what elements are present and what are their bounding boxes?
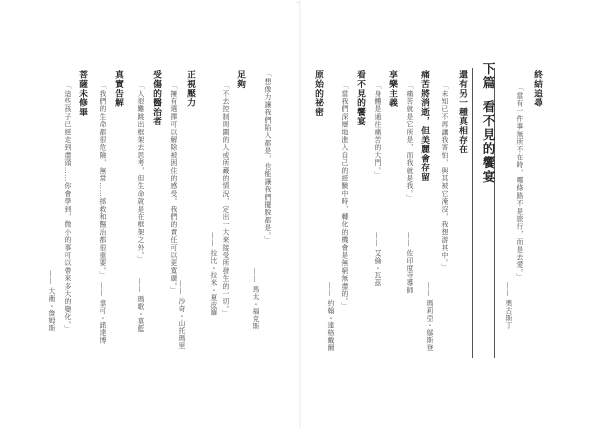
- toc-author: —— 馬太・福克斯: [251, 268, 259, 330]
- toc-heading: 還有另一種真相存在: [457, 70, 467, 154]
- toc-heading: 受傷的醫治者: [151, 70, 161, 126]
- toc-author: —— 沙奇・山托瑪里: [177, 280, 185, 350]
- toc-heading: 菩薩未修畢: [77, 70, 87, 117]
- toc-author: —— 拿可・諾達博: [98, 282, 106, 344]
- page-top-mark: ·: [297, 0, 299, 7]
- toc-quote: 「不去控制周圍的人或所藏的情況，定出一大來接受所發生的一切。」: [221, 82, 229, 318]
- toc-author: —— 佐印度寺導師: [405, 232, 413, 294]
- toc-quote: 「人很難跳出框架去思考，但生命就是在框架之外。」: [136, 82, 144, 264]
- toc-quote: 「我們的生命都很危險，無常……拯救和醫治都很重要。」: [98, 82, 106, 279]
- toc-quote: 「想像力讓我們陷入都是，也能讓我們擺脫都是。」: [263, 70, 271, 244]
- toc-author: —— 奧古斯丁: [504, 282, 512, 330]
- toc-heading: 看不見的饗宴: [355, 70, 365, 126]
- toc-heading: 真實告解: [113, 70, 123, 108]
- toc-quote: 「身體是通往痛苦的大門。」: [373, 82, 381, 179]
- toc-author: —— 艾倫・瓦茲: [373, 232, 381, 287]
- part-label: 下篇: [481, 62, 496, 90]
- toc-heading: 原始的祕密: [313, 70, 323, 117]
- toc-author: —— 瑪莉亞・鄔斯登: [425, 282, 433, 352]
- toc-heading: 享樂主義: [387, 70, 397, 108]
- part-title: 看不見的饗宴: [481, 100, 496, 184]
- section-divider-line: [472, 68, 473, 358]
- toc-heading: 終結追尋: [532, 70, 542, 108]
- toc-quote: 「當有一件事無所不在時，哪條路不是旅行，而是去愛。」: [515, 84, 523, 281]
- toc-heading: 痛苦將消逝，但美麗會存留: [419, 70, 429, 182]
- toc-quote: 「擁有選擇可以解除被困住的感受。我們的責任可以更寬廣。」: [169, 82, 177, 295]
- toc-heading: 足夠: [235, 70, 245, 89]
- toc-quote: 「痛苦就是它所是，而我就是我。」: [405, 82, 413, 202]
- toc-author: —— 瑪歌・莫藍: [136, 278, 144, 333]
- toc-quote: 「這些孩子已經走到盡頭……你會學到，微小的事可以帶來多大的變化。」: [63, 82, 71, 333]
- right-page: [300, 0, 600, 428]
- toc-author: —— 大衛・詹姆斯: [47, 270, 55, 332]
- toc-quote: 「當我們深層地進入自己的經驗中時，轉化的機會是無窮無盡的。」: [340, 82, 348, 310]
- toc-author: —— 約翰・達格戴爾: [326, 282, 334, 352]
- toc-quote: 「未知已不再讓我害怕，與其被它淹沒，我想游其中。」: [440, 82, 448, 272]
- toc-heading: 正視壓力: [185, 70, 195, 108]
- toc-author: —— 拉比・拉米・夏皮羅: [209, 232, 217, 317]
